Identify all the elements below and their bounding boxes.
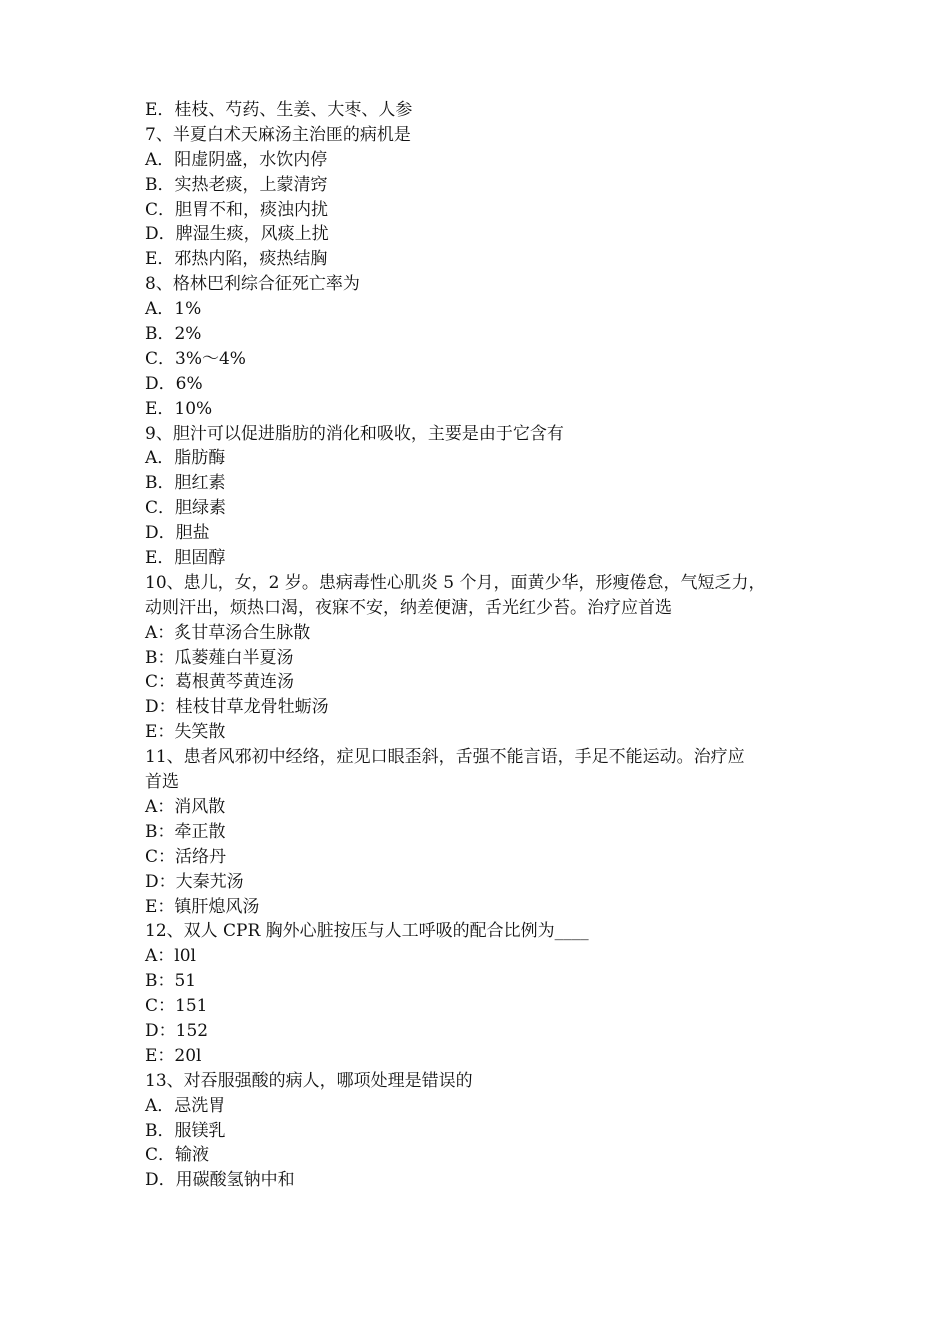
question-line: 8、格林巴利综合征死亡率为 bbox=[145, 274, 360, 295]
option-line: C．胆绿素 bbox=[145, 498, 227, 519]
option-line: E．胆固醇 bbox=[145, 548, 226, 569]
option-line: C：活络丹 bbox=[145, 846, 227, 867]
option-line: A．阳虚阴盛，水饮内停 bbox=[145, 149, 328, 170]
option-line: A．1% bbox=[145, 299, 202, 320]
option-line: E：失笑散 bbox=[145, 722, 226, 743]
option-line: C．输液 bbox=[145, 1145, 210, 1166]
option-line: C．胆胃不和，痰浊内扰 bbox=[145, 199, 329, 220]
question-line-continued: 动则汗出，烦热口渴，夜寐不安，纳差便溏，舌光红少苔。治疗应首选 bbox=[145, 597, 672, 618]
option-line: D．用碳酸氢钠中和 bbox=[145, 1170, 295, 1191]
option-line: B：牵正散 bbox=[145, 821, 226, 842]
option-line: D．6% bbox=[145, 373, 203, 394]
option-line: E．邪热内陷，痰热结胸 bbox=[145, 249, 328, 270]
option-line: D．胆盐 bbox=[145, 523, 210, 544]
question-line-continued: 首选 bbox=[145, 772, 179, 793]
option-line: E．10% bbox=[145, 398, 213, 419]
option-line: B：51 bbox=[145, 971, 197, 992]
option-line: B．服镁乳 bbox=[145, 1120, 226, 1141]
question-line: 9、胆汁可以促进脂肪的消化和吸收，主要是由于它含有 bbox=[145, 423, 564, 444]
option-line: A：炙甘草汤合生脉散 bbox=[145, 622, 311, 643]
option-line: D：大秦艽汤 bbox=[145, 871, 244, 892]
option-line: E：镇肝熄风汤 bbox=[145, 896, 260, 917]
question-line: 12、双人 CPR 胸外心脏按压与人工呼吸的配合比例为____ bbox=[145, 921, 589, 942]
option-line: C．3%～4% bbox=[145, 348, 246, 369]
option-line: B：瓜蒌薤白半夏汤 bbox=[145, 647, 294, 668]
question-line: 7、半夏白术天麻汤主治匪的病机是 bbox=[145, 124, 411, 145]
option-line: A．忌洗胃 bbox=[145, 1095, 226, 1116]
option-line: D：桂枝甘草龙骨牡蛎汤 bbox=[145, 697, 329, 718]
option-line: A．脂肪酶 bbox=[145, 448, 226, 469]
option-line: B．胆红素 bbox=[145, 473, 226, 494]
option-line: A：消风散 bbox=[145, 796, 226, 817]
option-line: E．桂枝、芍药、生姜、大枣、人参 bbox=[145, 100, 413, 120]
option-line: D．脾湿生痰，风痰上扰 bbox=[145, 224, 329, 245]
option-line: C：葛根黄芩黄连汤 bbox=[145, 672, 295, 693]
option-line: C：151 bbox=[145, 996, 208, 1017]
question-line: 13、对吞服强酸的病人，哪项处理是错误的 bbox=[145, 1070, 473, 1091]
option-line: B．2% bbox=[145, 324, 202, 345]
option-line: A：l0l bbox=[145, 946, 196, 967]
option-line: D：152 bbox=[145, 1020, 209, 1041]
document-body bbox=[145, 98, 825, 1193]
question-line: 11、患者风邪初中经络，症见口眼歪斜，舌强不能言语，手足不能运动。治疗应 bbox=[145, 747, 745, 768]
option-line: E：20l bbox=[145, 1045, 202, 1066]
option-line: B．实热老痰，上蒙清窍 bbox=[145, 174, 328, 195]
question-line: 10、患儿，女，2 岁。患病毒性心肌炎 5 个月，面黄少华，形瘦倦怠，气短乏力， bbox=[145, 572, 766, 593]
